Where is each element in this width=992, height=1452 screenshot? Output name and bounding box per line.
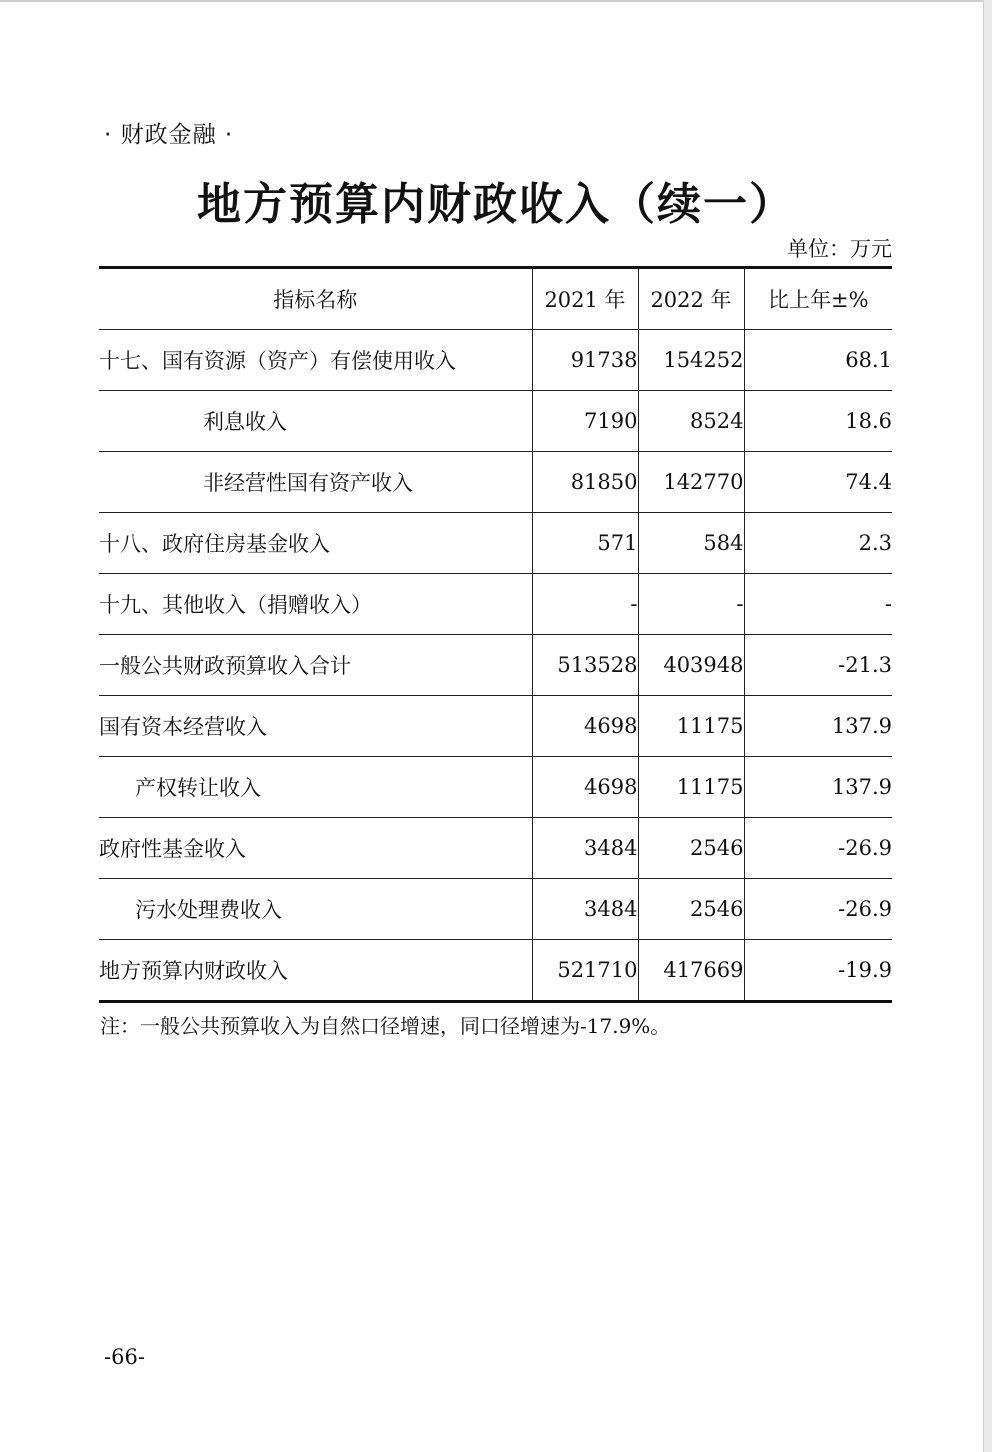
row-name: 十七、国有资源（资产）有偿使用收入 [99, 330, 532, 391]
row-value-2022: - [638, 574, 744, 635]
page-right-edge [983, 0, 992, 1452]
column-header-2021: 2021 年 [532, 268, 638, 330]
row-name: 十八、政府住房基金收入 [99, 513, 532, 574]
row-change: -26.9 [744, 879, 892, 940]
row-value-2022: 417669 [638, 940, 744, 1002]
row-value-2021: 7190 [532, 391, 638, 452]
table-row [99, 696, 892, 757]
table-row [99, 940, 892, 1002]
row-value-2021: - [532, 574, 638, 635]
row-name: 政府性基金收入 [99, 818, 532, 879]
row-value-2021: 3484 [532, 818, 638, 879]
row-value-2021: 3484 [532, 879, 638, 940]
row-name: 一般公共财政预算收入合计 [99, 635, 532, 696]
row-value-2021: 4698 [532, 696, 638, 757]
row-change: -21.3 [744, 635, 892, 696]
column-header-2022: 2022 年 [638, 268, 744, 330]
revenue-table [99, 266, 892, 1003]
row-name: 利息收入 [99, 391, 532, 452]
table-row [99, 330, 892, 391]
table-row [99, 452, 892, 513]
row-value-2022: 154252 [638, 330, 744, 391]
row-name: 国有资本经营收入 [99, 696, 532, 757]
table-row [99, 391, 892, 452]
row-value-2022: 142770 [638, 452, 744, 513]
row-change: -26.9 [744, 818, 892, 879]
row-value-2021: 513528 [532, 635, 638, 696]
table-row [99, 574, 892, 635]
row-change: 74.4 [744, 452, 892, 513]
table-row [99, 513, 892, 574]
page-title: 地方预算内财政收入（续一） [197, 179, 795, 230]
row-value-2022: 2546 [638, 879, 744, 940]
row-value-2021: 81850 [532, 452, 638, 513]
row-value-2021: 521710 [532, 940, 638, 1002]
row-change: 137.9 [744, 696, 892, 757]
row-change: 137.9 [744, 757, 892, 818]
row-name: 十九、其他收入（捐赠收入） [99, 574, 532, 635]
table-row [99, 757, 892, 818]
row-change: 18.6 [744, 391, 892, 452]
row-value-2022: 584 [638, 513, 744, 574]
row-name: 非经营性国有资产收入 [99, 452, 532, 513]
row-change: 68.1 [744, 330, 892, 391]
section-label: · 财政金融 · [104, 122, 234, 148]
row-name: 地方预算内财政收入 [99, 940, 532, 1002]
table-row [99, 879, 892, 940]
table-row [99, 635, 892, 696]
row-value-2021: 91738 [532, 330, 638, 391]
row-change: -19.9 [744, 940, 892, 1002]
page-number: -66- [104, 1345, 145, 1369]
page-top-edge [0, 0, 992, 2]
row-value-2022: 8524 [638, 391, 744, 452]
row-change: - [744, 574, 892, 635]
row-name: 产权转让收入 [99, 757, 532, 818]
column-header-change: 比上年±% [744, 268, 892, 330]
row-value-2022: 2546 [638, 818, 744, 879]
row-value-2022: 11175 [638, 696, 744, 757]
table-row [99, 818, 892, 879]
table-footnote: 注：一般公共预算收入为自然口径增速，同口径增速为-17.9%。 [100, 1014, 671, 1038]
row-value-2021: 571 [532, 513, 638, 574]
table-header-row [99, 268, 892, 330]
row-name: 污水处理费收入 [99, 879, 532, 940]
row-value-2022: 403948 [638, 635, 744, 696]
unit-label: 单位：万元 [787, 237, 892, 261]
row-change: 2.3 [744, 513, 892, 574]
row-value-2022: 11175 [638, 757, 744, 818]
column-header-indicator: 指标名称 [99, 268, 532, 330]
row-value-2021: 4698 [532, 757, 638, 818]
